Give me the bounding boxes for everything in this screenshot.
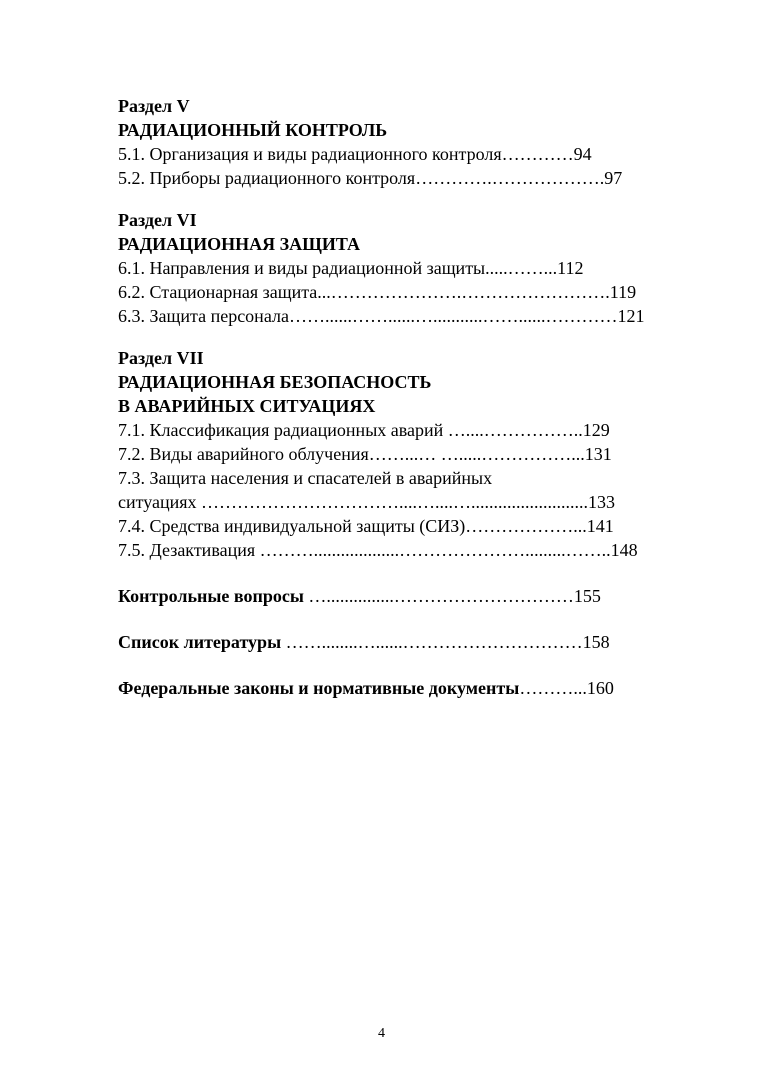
toc-entry: 6.1. Направления и виды радиационной защиты.....……...112: [118, 258, 584, 278]
entry-page: ..160: [577, 678, 614, 698]
toc-entry: 7.1. Классификация радиационных аварий …....……………..129: [118, 420, 610, 440]
toc-entry: [118, 630, 690, 654]
toc-entry-continued: ситуациях ……………………………....…....…..........................133: [118, 492, 616, 512]
toc-entry: 7.3. Защита населения и спасателей в аварийных: [118, 468, 493, 488]
dot-leader: ……........…......…………………………: [281, 632, 583, 652]
toc-entry: 6.2. Стационарная защита...………………….…………………….119: [118, 282, 637, 302]
dot-leader: …...............…………………………: [303, 586, 574, 606]
section-label: Раздел V: [118, 96, 190, 116]
toc-entry: 6.3. Защита персонала……......……......…...........……......…………121: [118, 306, 645, 326]
toc-references: [118, 630, 690, 654]
toc-entry: [118, 676, 690, 700]
section-title: РАДИАЦИОННЫЙ КОНТРОЛЬ: [118, 120, 388, 140]
toc-section-7: [118, 346, 690, 562]
toc-entry: 5.2. Приборы радиационного контроля………….……………….97: [118, 168, 623, 188]
toc-section-6: [118, 208, 690, 328]
entry-title: Список литературы: [118, 632, 282, 652]
toc-entry: 5.1. Организация и виды радиационного контроля…………94: [118, 144, 592, 164]
toc-federal-laws: [118, 676, 690, 700]
section-title: РАДИАЦИОННАЯ БЕЗОПАСНОСТЬ: [118, 372, 432, 392]
toc-section-5: [118, 94, 690, 190]
toc-entry: 7.2. Виды аварийного облучения……...… ….....……………...131: [118, 444, 612, 464]
table-of-contents: [118, 94, 690, 722]
section-title: РАДИАЦИОННАЯ ЗАЩИТА: [118, 234, 360, 254]
section-title-continued: В АВАРИЙНЫХ СИТУАЦИЯХ: [118, 396, 376, 416]
toc-entry: 7.5. Дезактивация ………...................………………….........……..148: [118, 540, 638, 560]
toc-control-questions: [118, 584, 690, 608]
entry-page: 155: [573, 586, 601, 606]
page-number: 4: [378, 1026, 385, 1041]
toc-entry: [118, 584, 690, 608]
entry-title: Федеральные законы и нормативные документы: [118, 678, 520, 698]
section-label: Раздел VI: [118, 210, 197, 230]
entry-title: Контрольные вопросы: [118, 586, 304, 606]
dot-leader: ……….: [519, 678, 578, 698]
section-label: Раздел VII: [118, 348, 204, 368]
entry-page: 158: [582, 632, 610, 652]
toc-entry: 7.4. Средства индивидуальной защиты (СИЗ)………………...141: [118, 516, 614, 536]
